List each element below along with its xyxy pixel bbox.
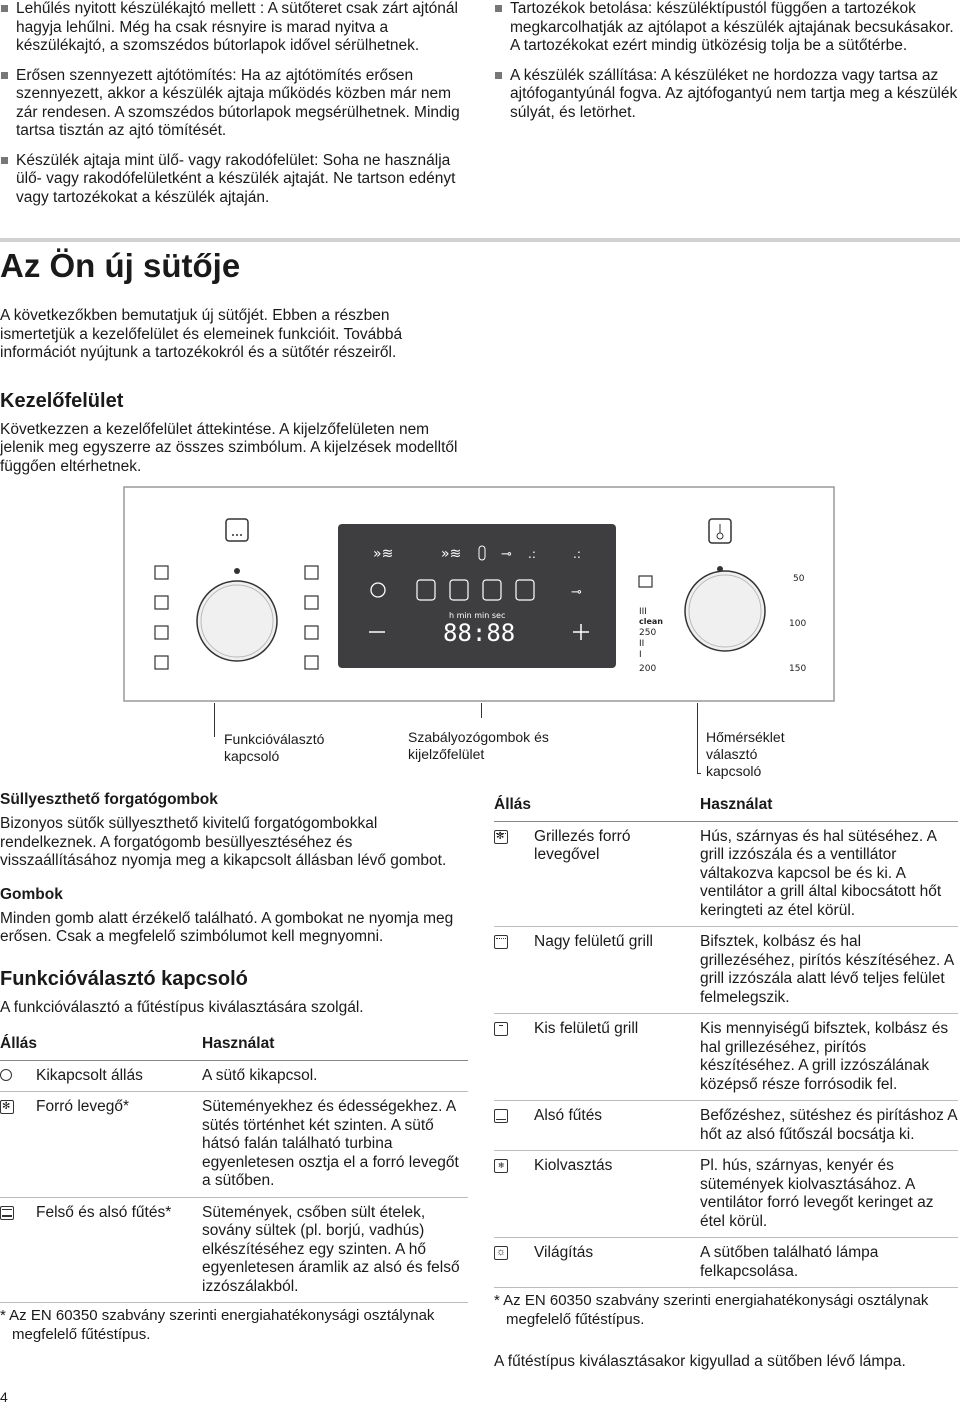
- temp-mark-clean: clean: [639, 617, 664, 626]
- table-row: [0, 1092, 468, 1198]
- svg-text:⊸: ⊸: [501, 547, 512, 562]
- svg-text:.:: .:: [573, 547, 581, 561]
- col-position: Állás: [0, 1029, 202, 1060]
- svg-text:»≋: »≋: [441, 546, 462, 562]
- page-number: 4: [0, 1389, 8, 1405]
- row-use: Befőzéshez, sütéshez és pirításhoz A hőt az alsó fűtőszál bocsátja ki.: [700, 1101, 958, 1151]
- temp-100: 100: [789, 619, 807, 629]
- bottom-heat-icon: [494, 1109, 508, 1123]
- footnote-right: * Az EN 60350 szabvány szerinti energiahatékonysági osztálynak megfelelő fűtéstípus.: [494, 1292, 929, 1328]
- row-use: Pl. hús, szárnyas, kenyér és sütemények kiolvasztásához. A ventilátor forró levegőt keringet az étel körül.: [700, 1151, 958, 1238]
- function-table-right: [494, 790, 958, 1288]
- row-use: A sütő kikapcsol.: [202, 1060, 468, 1092]
- temp-250: 250: [639, 628, 657, 638]
- row-name: Nagy felületű grill: [534, 927, 700, 1014]
- small-grill-icon: [494, 1022, 508, 1036]
- table-row: [494, 1151, 958, 1238]
- hot-air-icon: [0, 1100, 14, 1114]
- temp-mark-iii: III: [639, 607, 647, 617]
- row-use: A sütőben található lámpa felkapcsolása.: [700, 1238, 958, 1288]
- function-selector-text: A funkcióválasztó a fűtéstípus kiválasztására szolgál.: [0, 998, 364, 1016]
- row-use: Hús, szárnyas és hal sütéséhez. A grill izzószála és a ventillátor váltakozva kapcsol be és ki. A ventilátor a grill által kibocsátott hőt keringteti az étel körül.: [700, 821, 958, 927]
- bullet-item: Lehűlés nyitott készülékajtó mellett : A sütőteret csak zárt ajtónál hagyja lehűlni. Még ha csak résnyire is marad nyitva a készülékajtó, a szomszédos bútorlapok idővel sérülhetnek.: [0, 0, 468, 56]
- svg-text:»≋: »≋: [373, 546, 394, 562]
- row-name: Felső és alsó fűtés*: [36, 1197, 202, 1303]
- intro-block: [0, 307, 468, 476]
- svg-text:⊸: ⊸: [571, 585, 582, 600]
- table-row: [494, 1101, 958, 1151]
- intro-text: A következőkben bemutatjuk új sütőjét. Ebben a részben ismertetjük a kezelőfelület és elemeinek funkcióit. Továbbá információt nyújtunk a tartozékokról és a sütőtér részeiről.: [0, 307, 403, 361]
- col-usage: Használat: [700, 790, 958, 821]
- row-use: Kis mennyiségű bifsztek, kolbász és hal grillezéséhez, pirítós készítéséhez. A grill izzószálának középső része forrósodik fel.: [700, 1014, 958, 1101]
- temp-200: 200: [639, 664, 657, 674]
- right-safety-list: [494, 0, 958, 133]
- row-name: Forró levegő*: [36, 1092, 202, 1198]
- right-column: [494, 790, 958, 1372]
- buttons-text: Minden gomb alatt érzékelő található. A gombokat ne nyomja meg erősen. Csak a megfelelő szimbólumot kell megnyomni.: [0, 909, 454, 945]
- temp-mark-ii: II: [639, 639, 645, 649]
- knobs-text: Bizonyos sütők süllyeszthető kivitelű forgatógombokkal rendelkeznek. A forgatógomb besüllyesztéséhez és visszaállításához nyomja meg a kikapcsolt állásban lévő gombot.: [0, 815, 447, 869]
- table-row: [0, 1197, 468, 1303]
- lamp-note: A fűtéstípus kiválasztásakor kigyullad a sütőben lévő lámpa.: [494, 1353, 906, 1370]
- bullet-item: Készülék ajtaja mint ülő- vagy rakodófelület: Soha ne használja ülő- vagy rakodófelületként a készülék ajtaját. Ne tartson edényt vagy tartozékokat a készülék ajtaján.: [0, 152, 468, 208]
- table-row: [494, 1014, 958, 1101]
- row-name: Alsó fűtés: [534, 1101, 700, 1151]
- temp-150: 150: [789, 664, 807, 674]
- panel-heading: Kezelőfelület: [0, 389, 124, 412]
- row-name: Világítás: [534, 1238, 700, 1288]
- svg-text:.:: .:: [528, 547, 536, 561]
- off-icon: [0, 1069, 12, 1081]
- temp-50: 50: [793, 574, 805, 584]
- bullet-item: Tartozékok betolása: készüléktípustól függően a tartozékok megkarcolhatják az ajtólapot a készülék ajtajának becsukásakor. A tartozékokat ezért mindig ütközésig tolja be a sütőtérbe.: [494, 0, 958, 56]
- defrost-icon: [494, 1159, 508, 1173]
- row-name: Kikapcsolt állás: [36, 1060, 202, 1092]
- col-position: Állás: [494, 790, 700, 821]
- left-safety-list: [0, 0, 468, 218]
- table-row: [0, 1060, 468, 1092]
- row-name: Kiolvasztás: [534, 1151, 700, 1238]
- bullet-item: A készülék szállítása: A készüléket ne hordozza vagy tartsa az ajtófogantyúnál fogva. Az ajtófogantyú nem tartja meg a készülék súlyát, és letörhet.: [494, 67, 958, 123]
- row-name: Grillezés forró levegővel: [534, 821, 700, 927]
- knobs-heading: Süllyeszthető forgatógombok: [0, 791, 218, 808]
- row-name: Kis felületű grill: [534, 1014, 700, 1101]
- row-use: Sütemények, csőben sült ételek, sovány sültek (pl. borjú, vadhús) elkészítéséhez egy szinten. A hő egyenletesen áramlik az alsó és felső izzószálakból.: [202, 1197, 468, 1303]
- function-table-left: [0, 1029, 468, 1303]
- col-usage: Használat: [202, 1029, 468, 1060]
- table-row: [494, 1238, 958, 1288]
- row-use: Süteményekhez és édességekhez. A sütés történhet két szinten. A sütő hátsó falán található turbina egyenletesen osztja el a forró levegőt a sütőben.: [202, 1092, 468, 1198]
- left-column: [0, 790, 468, 1344]
- panel-text: Következzen a kezelőfelület áttekintése. A kijelzőfelületen nem jelenik meg egyszerre az összes szimbólum. A kijelzések modelltől függően eltérhetnek.: [0, 420, 458, 475]
- temp-mark-i: I: [639, 650, 642, 660]
- row-use: Bifsztek, kolbász és hal grillezéséhez, pirítós készítéséhez. A grill izzószála alatt lévő teljes felület felmelegszik.: [700, 927, 958, 1014]
- hot-air-grill-icon: [494, 830, 508, 844]
- label-temperature-knob: Hőmérséklet választó kapcsoló: [706, 729, 785, 779]
- large-grill-icon: [494, 935, 508, 949]
- function-selector-heading: Funkcióválasztó kapcsoló: [0, 967, 248, 990]
- section-title: Az Ön új sütője: [0, 247, 241, 284]
- light-icon: [494, 1246, 508, 1260]
- section-rule: [0, 238, 960, 242]
- display-units: h min min sec: [449, 611, 506, 620]
- bullet-item: Erősen szennyezett ajtótömítés: Ha az ajtótömítés erősen szennyezett, akkor a készülék ajtaja működés közben már nem zár rendesen. A szomszédos bútorlapok megsérülhetnek. Mindig tartsa tisztán az ajtó tömítését.: [0, 67, 468, 141]
- buttons-heading: Gombok: [0, 885, 63, 903]
- label-controls: Szabályozógombok és kijelzőfelület: [408, 729, 549, 762]
- control-panel-diagram: [123, 486, 835, 702]
- display-panel: [338, 524, 616, 668]
- label-function-knob: Funkcióválasztó kapcsoló: [224, 731, 325, 764]
- table-row: [494, 927, 958, 1014]
- table-row: [494, 821, 958, 927]
- footnote-left: * Az EN 60350 szabvány szerinti energiahatékonysági osztálynak megfelelő fűtéstípus.: [0, 1307, 435, 1343]
- display-digits: 88:88: [443, 619, 516, 647]
- top-bottom-heat-icon: [0, 1206, 14, 1220]
